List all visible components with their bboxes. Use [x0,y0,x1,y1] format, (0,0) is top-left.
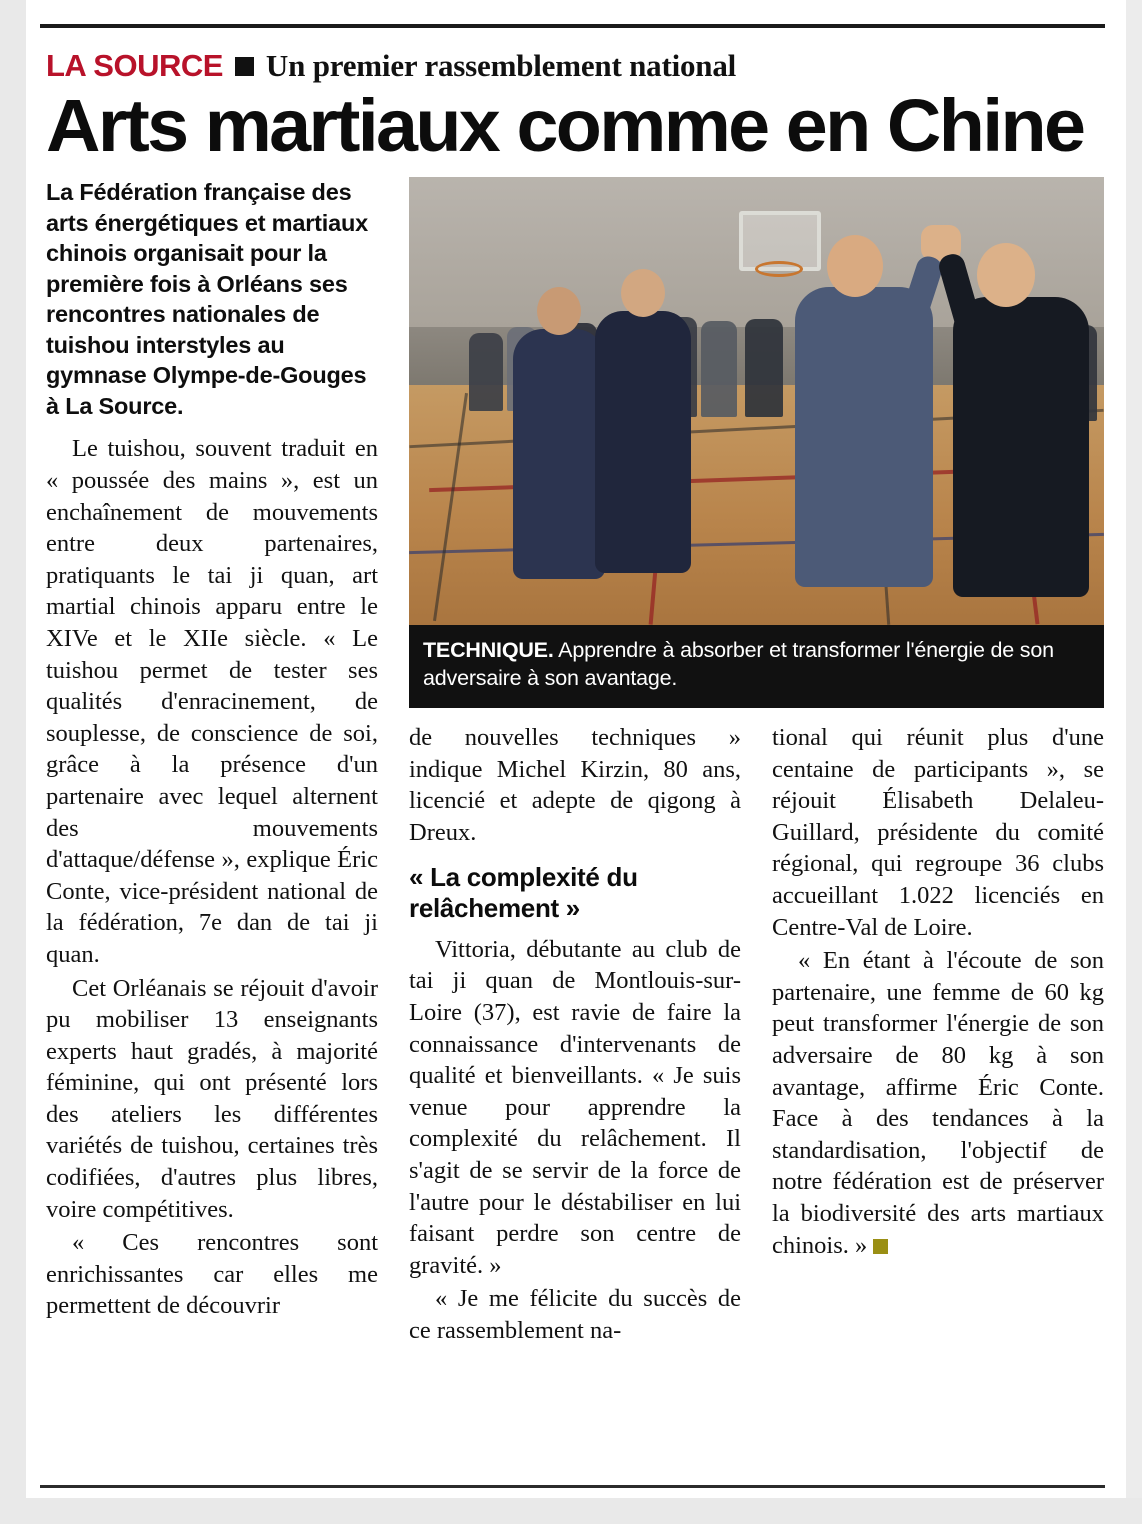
page-left-edge [0,0,26,1524]
kicker-square-icon [235,57,254,76]
crowd-figure [701,321,737,417]
photo-caption [409,625,1104,708]
paragraph: Cet Orléanais se réjouit d'avoir pu mobiliser 13 enseignants experts haut gradés, à majorité féminine, qui ont présenté lors des ateliers les différentes variétés de tuishou, certaines très codifiées, d'autres plus libres, voire compétitives. [46,974,378,1223]
section-subhead: « La complexité du relâchement » [409,862,638,924]
practitioner-head [977,243,1035,307]
paragraph-text: « En étant à l'écoute de son partenaire, une femme de 60 kg peut transformer l'énergie de son adversaire de 80 kg à son avantage, affirme Éric Conte. Face à des tendances à la standardisation, l'objectif de notre fédération est de préserver la biodiversité des arts martiaux chinois. » [772,947,1104,1259]
end-mark-icon [873,1239,888,1254]
column-right [772,722,1104,1263]
page-bottom-edge [0,1498,1142,1524]
crowd-figure [469,333,503,411]
paragraph: Le tuishou, souvent traduit en « poussée des mains », est un enchaînement de mouvements entre deux partenaires, pratiquants le tai ji quan, art martial chinois apparu entre le XIVe et le XIIe siècle. « Le tuishou permet de tester ses qualités d'enracinement, de souplesse, de conscience de soi, grâce à la présence d'un partenaire avec lequel alternent des mouvements d'attaque/défense », explique Éric Conte, vice-président national de la fédération, 7e dan de tai ji quan. [46,435,378,968]
bottom-rule [40,1485,1105,1488]
page-title: Arts martiaux comme en Chine [46,84,1084,167]
column-middle [409,722,741,1348]
paragraph: « Ces rencontres sont enrichissantes car elles me permettent de découvrir [46,1229,378,1320]
page-right-edge [1126,0,1142,1524]
basketball-ring-icon [755,261,803,277]
paragraph: Vittoria, débutante au club de tai ji quan de Montlouis-sur-Loire (37), est ravie de faire la connaissance d'intervenants de qualité et bienveillants. « Je suis venue pour apprendre la complexité du relâchement. Il s'agit de se servir de la force de l'autre pour le déstabiliser en lui faisant perdre son centre de gravité. » [409,935,741,1279]
paragraph: tional qui réunit plus d'une centaine de participants », se réjouit Élisabeth Delaleu-Guillard, présidente du comité régional, qui regroupe 36 clubs accueillant 1.022 licenciés en Centre-Val de Loire. [772,724,1104,941]
practitioner-figure [595,311,691,573]
paragraph-last [772,945,1104,1261]
paragraph: « Je me félicite du succès de ce rassemblement na- [409,1285,741,1344]
kicker-label: LA SOURCE [46,48,223,83]
column-left [46,177,378,1324]
article-photo [409,177,1104,625]
photo-caption-text: Apprendre à absorber et transformer l'énergie de son adversaire à son avantage. [423,638,1054,690]
photo-block [409,177,1104,708]
practitioner-figure [513,329,605,579]
standfirst: La Fédération française des arts énergétiques et martiaux chinois organisait pour la première fois à Orléans ses rencontres nationales de tuishou interstyles au gymnase Olympe-de-Gouges à La Source. [46,179,369,419]
kicker [46,48,1104,84]
top-rule [40,24,1105,28]
photo-caption-label: TECHNIQUE. [423,638,554,663]
practitioner-head [827,235,883,297]
practitioner-head [621,269,665,317]
kicker-text: Un premier rassemblement national [265,48,737,83]
paragraph: de nouvelles techniques » indique Michel Kirzin, 80 ans, licencié et adepte de qigong à Dreux. [409,724,741,846]
article-content [46,48,1104,1344]
practitioner-head [537,287,581,335]
crowd-figure [745,319,783,417]
